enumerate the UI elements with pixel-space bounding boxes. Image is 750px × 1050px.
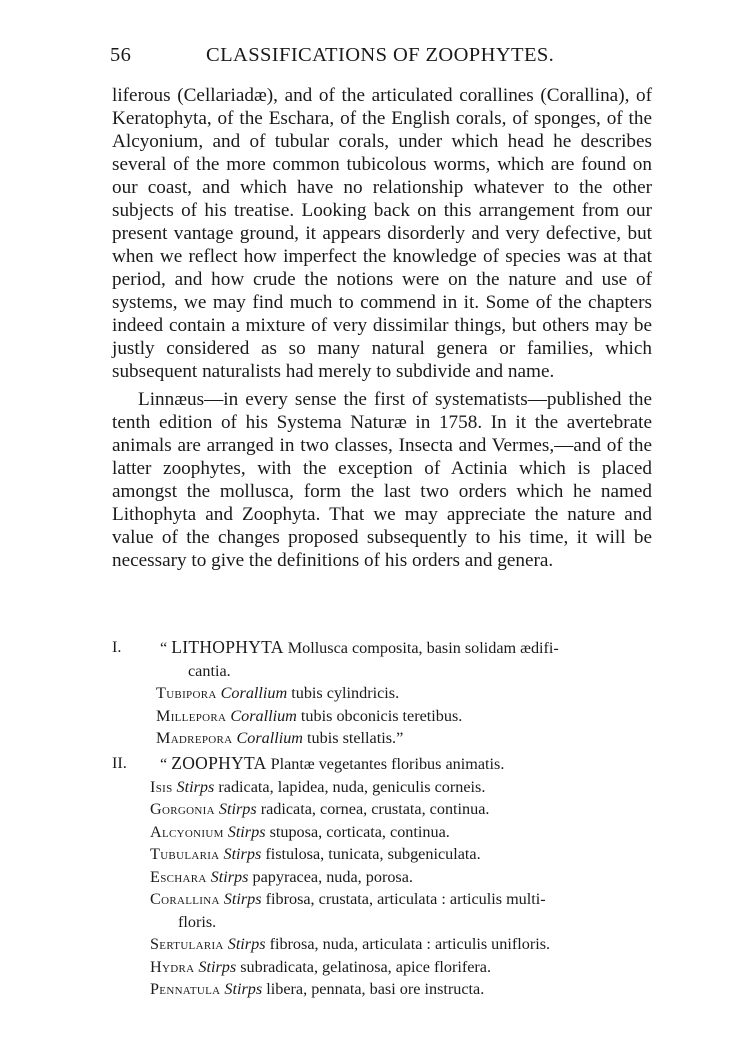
genus-name: Pennatula bbox=[150, 980, 221, 998]
order-heading bbox=[112, 636, 657, 682]
genus-name: Millepora bbox=[156, 706, 227, 725]
open-quote: “ bbox=[160, 755, 168, 773]
genus-term: Stirps bbox=[198, 957, 237, 976]
order-numeral: II. bbox=[112, 754, 127, 772]
order-heading bbox=[112, 752, 657, 776]
genus-entry bbox=[112, 933, 657, 956]
genus-entry bbox=[112, 866, 657, 889]
genus-entry bbox=[112, 956, 657, 979]
genus-entry bbox=[112, 682, 657, 705]
order-definition: Plantæ vegetantes floribus animatis. bbox=[270, 755, 505, 773]
order-definition-cont: cantia. bbox=[188, 661, 231, 680]
genus-term: Corallium bbox=[236, 729, 303, 747]
open-quote: “ bbox=[160, 639, 168, 657]
genus-name: Alcyonium bbox=[150, 822, 224, 841]
genus-term: Stirps bbox=[223, 845, 262, 863]
genus-term: Stirps bbox=[223, 890, 262, 908]
genus-term: Stirps bbox=[210, 867, 249, 886]
genus-term: Stirps bbox=[176, 777, 215, 796]
order-definition: Mollusca composita, basin solidam ædifi- bbox=[287, 639, 559, 657]
genus-name: Tubipora bbox=[156, 684, 217, 702]
page-number: 56 bbox=[110, 44, 132, 66]
running-title: CLASSIFICATIONS OF ZOOPHYTES. bbox=[206, 44, 555, 66]
genus-description: papyracea, nuda, porosa. bbox=[252, 867, 413, 886]
paragraph-continued: liferous (Cellariadæ), and of the articulated corallines (Corallina), of Keratophyta, of the Eschara, of the English corals, of sponges, of the Alcyonium, and of tubular corals, under which head he describes several of the more common tubicolous worms, which are found on our coast, and which have no relationship whatever to the other subjects of his treatise. Looking back on this arrangement from our present vantage ground, it appears disorderly and very defective, but when we reflect how imperfect the knowledge of species was at that period, and how crude the notions were on the nature and use of systems, we may find much to commend in it. Some of the chapters indeed contain a mixture of very dissimilar things, but others may be justly considered as so many natural genera or families, which subsequent naturalists had merely to subdivide and name. bbox=[112, 85, 652, 382]
genus-name: Eschara bbox=[150, 867, 207, 886]
genus-term: Corallium bbox=[220, 684, 288, 702]
genus-name: Gorgonia bbox=[150, 800, 215, 818]
genus-term: Stirps bbox=[227, 822, 266, 841]
genus-description: fibrosa, nuda, articulata : articulis unifloris. bbox=[269, 935, 551, 953]
genus-description: radicata, cornea, crustata, continua. bbox=[260, 800, 490, 818]
order-name: LITHOPHYTA bbox=[171, 637, 284, 657]
genus-term: Stirps bbox=[224, 980, 263, 998]
genus-term: Stirps bbox=[227, 935, 266, 953]
genus-entry bbox=[112, 776, 657, 799]
genus-entry bbox=[112, 888, 657, 933]
genus-description: tubis obconicis teretibus. bbox=[300, 706, 463, 725]
genus-description: stuposa, corticata, continua. bbox=[269, 822, 450, 841]
order-numeral: I. bbox=[112, 638, 122, 656]
genus-description: libera, pennata, basi ore instructa. bbox=[266, 980, 485, 998]
body-text bbox=[112, 84, 652, 577]
genus-entry bbox=[112, 978, 657, 1001]
genus-name: Isis bbox=[150, 777, 173, 796]
order-zoophyta bbox=[112, 752, 657, 1001]
genus-entry bbox=[112, 727, 657, 750]
genus-name: Sertularia bbox=[150, 935, 224, 953]
genus-name: Hydra bbox=[150, 957, 195, 976]
genus-description: radicata, lapidea, nuda, geniculis corneis. bbox=[218, 777, 486, 796]
genus-description: tubis stellatis.” bbox=[307, 729, 404, 747]
genus-entry bbox=[112, 705, 657, 728]
genus-description: tubis cylindricis. bbox=[291, 684, 400, 702]
genus-term: Corallium bbox=[230, 706, 297, 725]
genus-name: Corallina bbox=[150, 890, 220, 908]
genus-term: Stirps bbox=[218, 800, 257, 818]
genus-description: fibrosa, crustata, articulata : articulis multi- bbox=[265, 890, 546, 908]
genus-entry bbox=[112, 843, 657, 866]
genus-entry bbox=[112, 821, 657, 844]
paragraph-linnaeus: Linnæus—in every sense the first of systematists—published the tenth edition of his Systema Naturæ in 1758. In it the avertebrate animals are arranged in two classes, Insecta and Vermes,—and of the latter zoophytes, with the exception of Actinia which is placed amongst the mollusca, form the last two orders which he named Lithophyta and Zoophyta. That we may appreciate the nature and value of the changes proposed subsequently to his time, it will be necessary to give the definitions of his orders and genera. bbox=[112, 389, 652, 571]
genus-entry bbox=[112, 798, 657, 821]
genus-name: Madrepora bbox=[156, 729, 233, 747]
genus-description: subradicata, gelatinosa, apice florifera. bbox=[240, 957, 492, 976]
genus-name: Tubularia bbox=[150, 845, 220, 863]
genus-description: fistulosa, tunicata, subgeniculata. bbox=[265, 845, 481, 863]
order-name: ZOOPHYTA bbox=[171, 753, 267, 773]
genus-description-cont: floris. bbox=[178, 912, 217, 931]
order-lithophyta bbox=[112, 636, 657, 750]
